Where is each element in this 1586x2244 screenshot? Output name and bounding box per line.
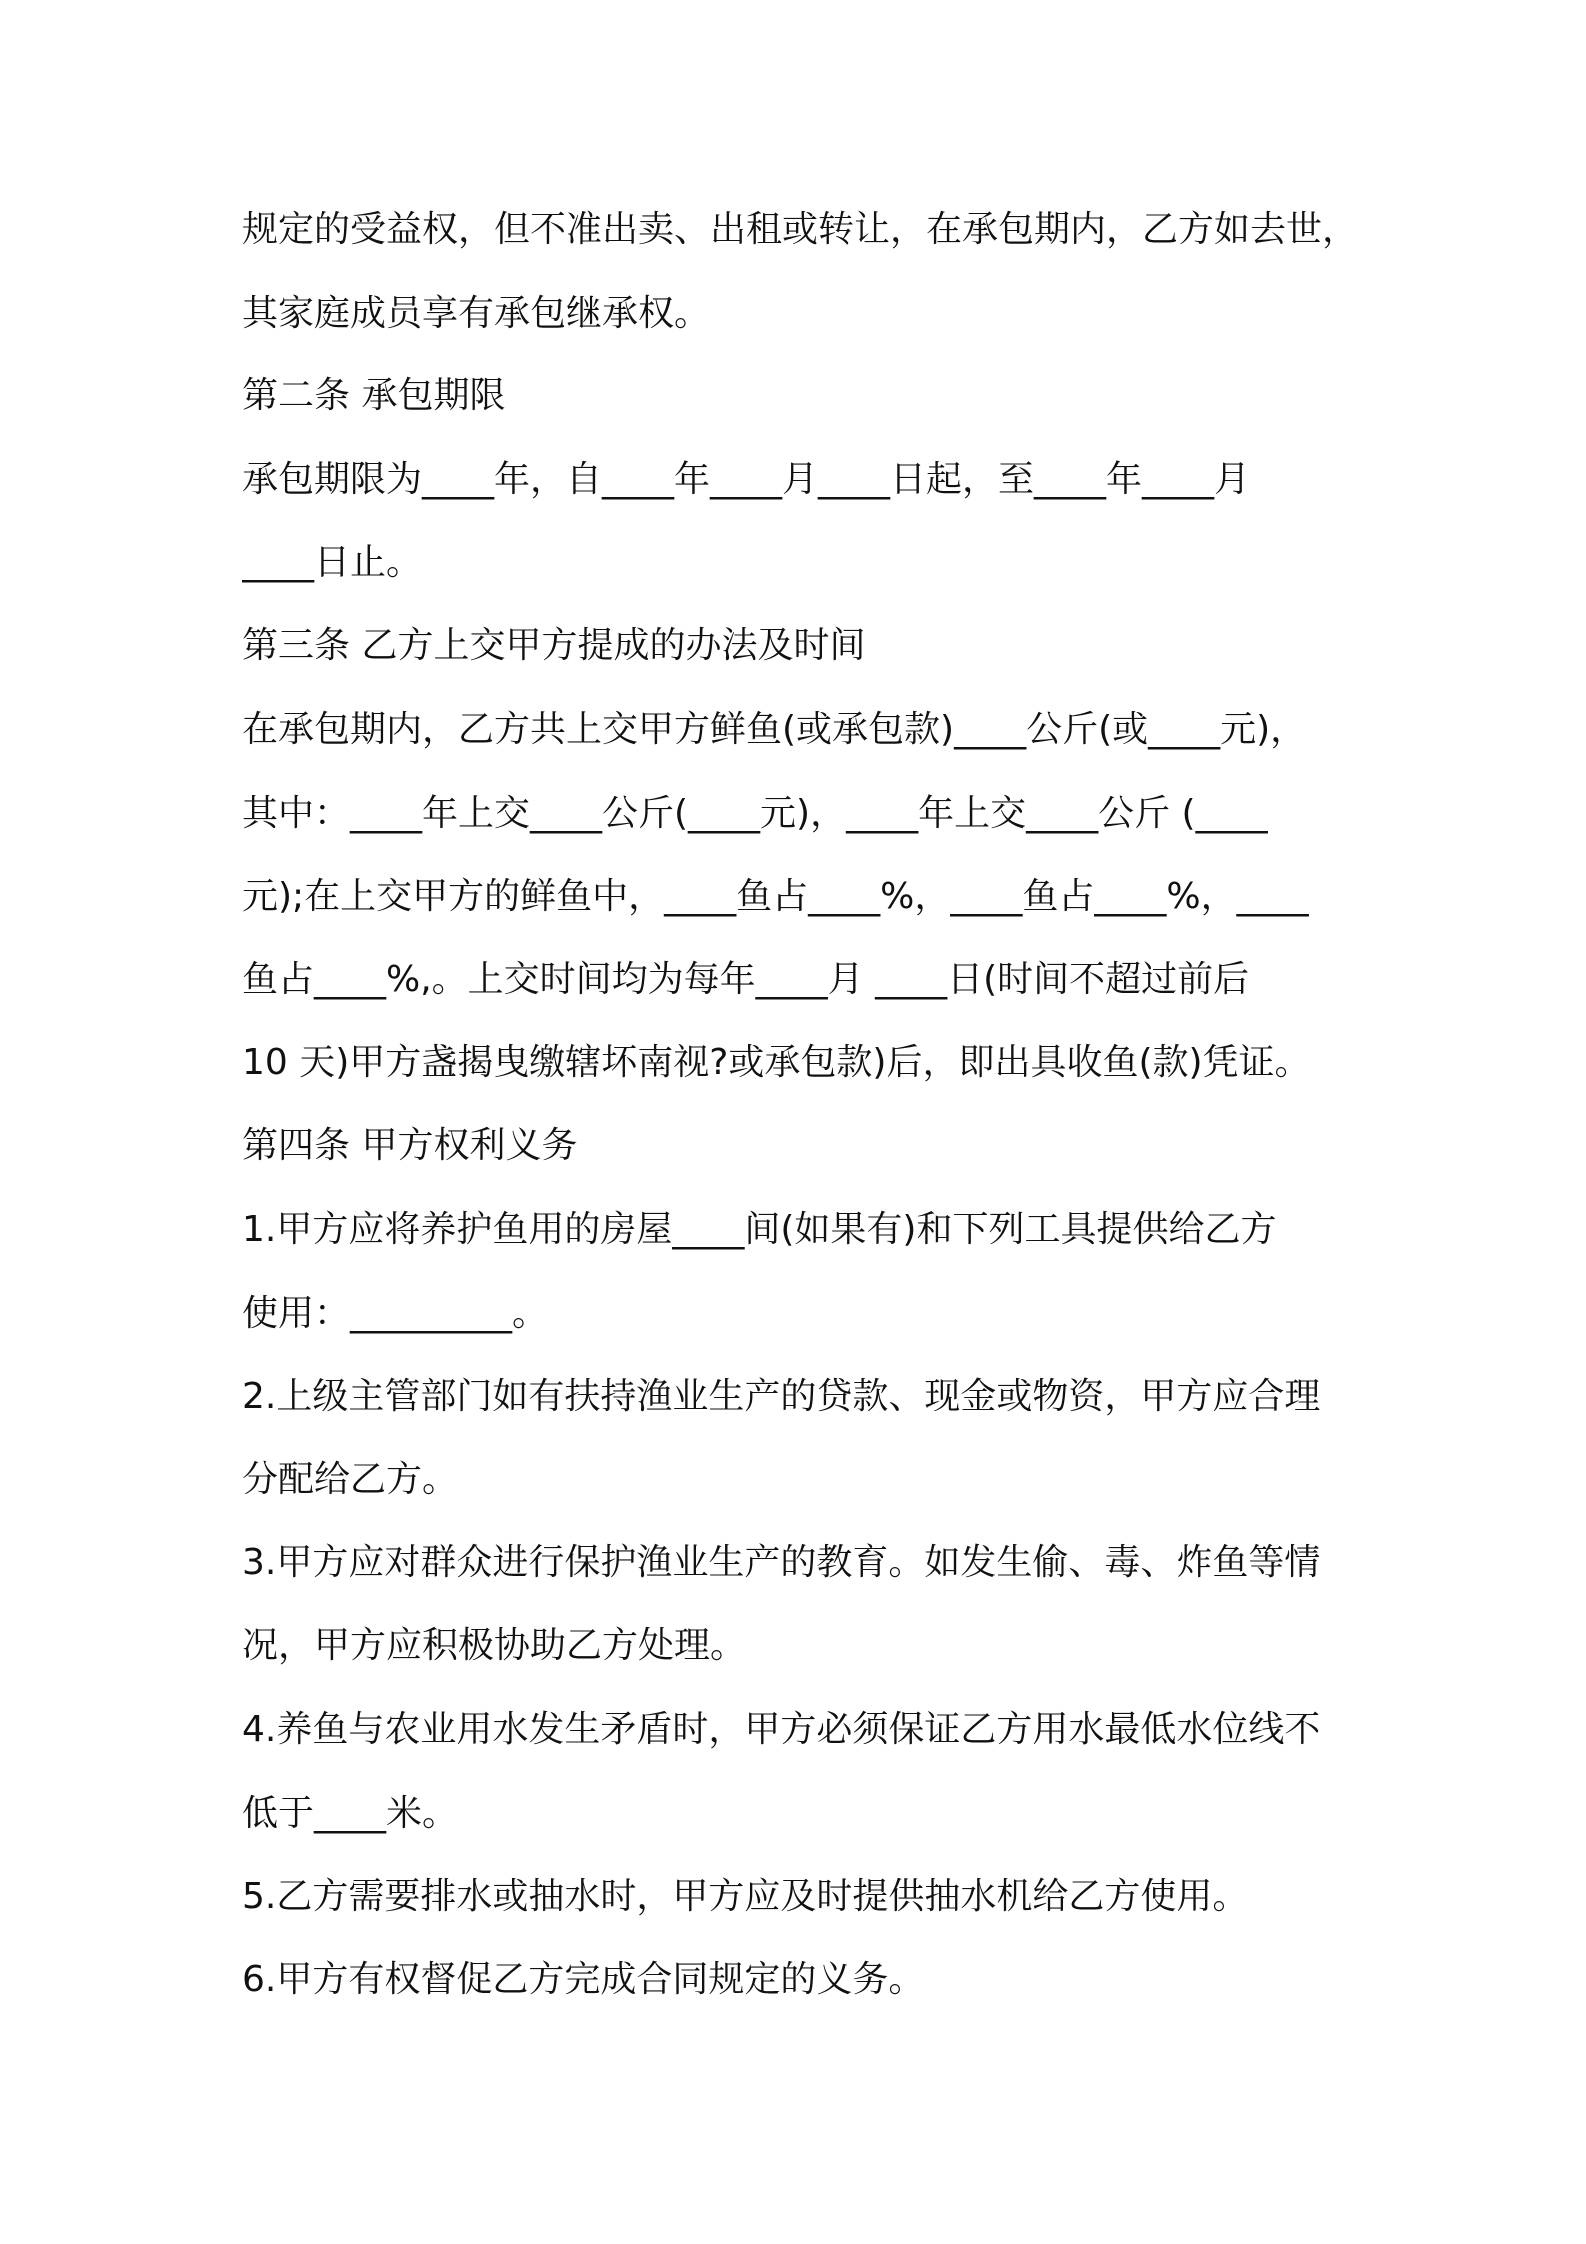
paragraph-line: 元);在上交甲方的鲜鱼中，____鱼占____%，____鱼占____%，____ bbox=[242, 876, 1309, 917]
paragraph-line: ____日止。 bbox=[242, 542, 423, 583]
list-item-continuation: 低于____米。 bbox=[242, 1793, 459, 1834]
article-heading: 第三条 乙方上交甲方提成的办法及时间 bbox=[242, 625, 866, 666]
paragraph-line: 规定的受益权，但不准出卖、出租或转让，在承包期内，乙方如去世， bbox=[242, 209, 1359, 250]
list-item: 6.甲方有权督促乙方完成合同规定的义务。 bbox=[242, 1959, 925, 2000]
list-item-continuation: 况，甲方应积极协助乙方处理。 bbox=[242, 1625, 747, 1666]
list-item: 3.甲方应对群众进行保护渔业生产的教育。如发生偷、毒、炸鱼等情 bbox=[242, 1542, 1321, 1583]
paragraph-line: 其中：____年上交____公斤(____元)，____年上交____公斤 (____ bbox=[242, 793, 1268, 834]
list-item: 5.乙方需要排水或抽水时，甲方应及时提供抽水机给乙方使用。 bbox=[242, 1876, 1249, 1917]
paragraph-line: 在承包期内，乙方共上交甲方鲜鱼(或承包款)____公斤(或____元)， bbox=[242, 709, 1307, 750]
list-item: 2.上级主管部门如有扶持渔业生产的贷款、现金或物资，甲方应合理 bbox=[242, 1376, 1321, 1417]
list-item-continuation: 分配给乙方。 bbox=[242, 1459, 459, 1500]
list-item: 4.养鱼与农业用水发生矛盾时，甲方必须保证乙方用水最低水位线不 bbox=[242, 1709, 1321, 1750]
paragraph-line: 承包期限为____年，自____年____月____日起，至____年____月 bbox=[242, 459, 1251, 500]
list-item-continuation: 使用：_________。 bbox=[242, 1293, 549, 1334]
paragraph-line: 其家庭成员享有承包继承权。 bbox=[242, 293, 711, 334]
article-heading: 第四条 甲方权利义务 bbox=[242, 1125, 578, 1166]
article-heading: 第二条 承包期限 bbox=[242, 375, 506, 416]
list-item: 1.甲方应将养护鱼用的房屋____间(如果有)和下列工具提供给乙方 bbox=[242, 1209, 1277, 1250]
paragraph-line: 鱼占____%,。上交时间均为每年____月 ____日(时间不超过前后 bbox=[242, 959, 1250, 1000]
paragraph-line: 10 天)甲方盏揭曳缴辖坏南视?或承包款)后，即出具收鱼(款)凭证。 bbox=[242, 1042, 1311, 1083]
